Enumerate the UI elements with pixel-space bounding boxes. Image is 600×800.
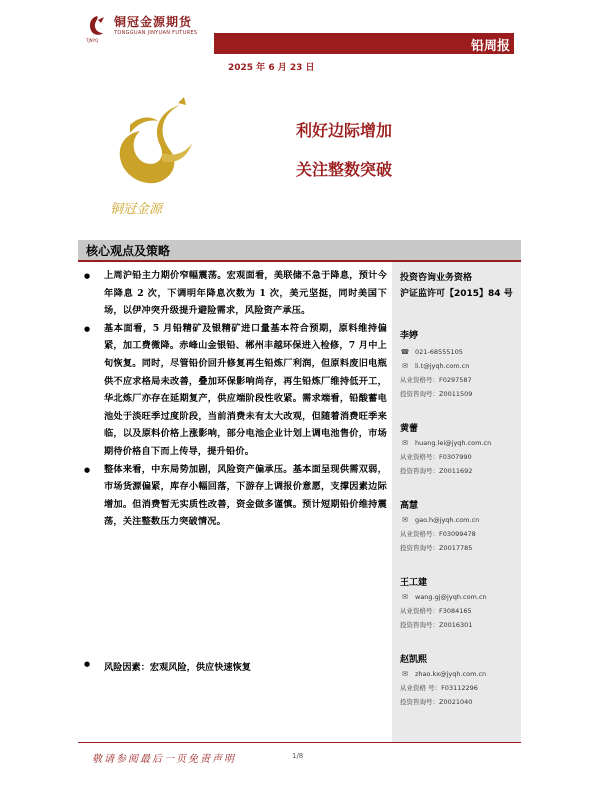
qualification-title: 投资咨询业务资格 <box>400 273 473 283</box>
analyst-card <box>400 328 520 401</box>
bullet-dot-icon: ● <box>84 323 91 333</box>
bullet-dot-icon: ● <box>84 659 91 668</box>
analyst-license: 从业资格 号：F03112296 <box>400 684 478 692</box>
analyst-email[interactable]: wang.gj@jyqh.com.cn <box>415 593 487 601</box>
list-item <box>82 461 387 531</box>
section-heading: 核心观点及策略 <box>86 244 171 258</box>
email-icon: ✉ <box>402 670 408 678</box>
analyst-email[interactable]: li.t@jyqh.com.cn <box>415 362 470 370</box>
list-item-text: 上周沪铅主力期价窄幅震荡。宏观面看，美联储不急于降息，预计今年降息 2 次，下调明年降息次数为 1 次，美元坚挺，同时美国下场，以伊冲突升级提升避险需求，风险资产承压。 <box>104 270 387 317</box>
bullet-dot-icon: ● <box>84 271 91 280</box>
risk-factors <box>82 659 251 673</box>
analyst-email[interactable]: gao.h@jyqh.com.cn <box>415 516 480 524</box>
core-views-list <box>82 267 387 531</box>
analyst-card <box>400 575 520 632</box>
risk-text: 风险因素：宏观风险，供应快速恢复 <box>104 662 251 673</box>
analyst-license: 从业资格号：F03099478 <box>400 530 476 538</box>
report-title-line1: 利好边际增加 <box>296 121 393 140</box>
analyst-email[interactable]: zhao.kx@jyqh.com.cn <box>415 670 487 678</box>
analyst-card <box>400 421 520 478</box>
company-short: TJNYQ <box>86 38 99 43</box>
analyst-name: 李婷 <box>400 331 419 341</box>
analyst-name: 赵凯熙 <box>400 655 428 665</box>
analyst-email[interactable]: huang.lei@jyqh.com.cn <box>415 439 492 447</box>
analyst-license: 从业资格号：F0307990 <box>400 453 472 461</box>
page-header <box>0 0 600 56</box>
report-title-line2: 关注整数突破 <box>296 160 393 179</box>
brand-emblem-icon <box>100 95 210 220</box>
emblem-text: 铜冠金源 <box>110 202 163 217</box>
analyst-license: 从业资格号：F3084165 <box>400 607 472 615</box>
email-icon: ✉ <box>402 593 408 601</box>
qualification-number: 沪证监许可【2015】84 号 <box>400 289 513 299</box>
report-type-banner <box>214 33 514 54</box>
list-item-text: 基本面看，5 月铅精矿及银精矿进口量基本符合预期，原料维持偏紧，加工费微降。赤峰山金银铅、郴州丰越环保进入检修，7 月中上旬恢复。同时，尽管铅价回升修复再生铅炼厂利润，但原料废旧电瓶供不应求格局未改善，叠加环保影响尚存，再生铅炼厂维持低开工，华北炼厂亦存在延期复产，供应端阶段性收紧。需求端看，铅酸蓄电池处于淡旺季过度阶段，当前消费未有太大改观，但随着消费旺季来临，以及原料价格上涨影响，部分电池企业计划上调电池售价，市场期待价格自下而上传导，提升铅价。 <box>104 322 387 457</box>
email-icon: ✉ <box>402 516 408 524</box>
company-name-en: TONGGUAN JINYUAN FUTURES <box>114 30 198 36</box>
analyst-advisory: 投资咨询号：Z0021040 <box>400 698 473 706</box>
analyst-advisory: 投资咨询号：Z0011509 <box>400 390 473 398</box>
analyst-name: 高慧 <box>400 501 419 511</box>
company-logo <box>86 14 198 43</box>
company-name-cn: 铜冠金源期货 <box>114 15 193 29</box>
analyst-name: 王工建 <box>400 578 428 588</box>
email-icon: ✉ <box>402 362 408 370</box>
company-logo-icon <box>86 14 108 38</box>
list-item <box>82 320 387 461</box>
analyst-phone: 021-68555105 <box>415 348 463 356</box>
page-number: 1/8 <box>292 752 304 760</box>
footer-divider <box>78 742 521 743</box>
analyst-name: 黄蕾 <box>400 424 419 434</box>
bullet-dot-icon: ● <box>84 464 91 474</box>
analyst-advisory: 投资咨询号：Z0011692 <box>400 467 473 475</box>
phone-icon: ☎ <box>400 348 410 356</box>
list-item-text: 整体来看，中东局势加剧，风险资产偏承压。基本面呈现供需双弱，市场货源偏紧，库存小幅回落，下游存上调报价意愿，支撑因素边际增加。但消费暂无实质性改善，资金做多谨慎。预计短期铅价维持震荡，关注整数压力突破情况。 <box>104 463 387 528</box>
analyst-card <box>400 498 520 555</box>
section-heading-bar <box>78 240 521 260</box>
report-date: 2025 年 6 月 23 日 <box>228 63 315 73</box>
analyst-card <box>400 652 520 709</box>
email-icon: ✉ <box>402 439 408 447</box>
analyst-advisory: 投资咨询号：Z0017785 <box>400 544 473 552</box>
analyst-advisory: 投资咨询号：Z0016301 <box>400 621 473 629</box>
list-item <box>82 267 387 320</box>
report-type-label: 铅周报 <box>470 39 510 54</box>
footer-disclaimer: 敬请参阅最后一页免责声明 <box>92 754 236 765</box>
analyst-license: 从业资格号：F0297587 <box>400 376 472 384</box>
